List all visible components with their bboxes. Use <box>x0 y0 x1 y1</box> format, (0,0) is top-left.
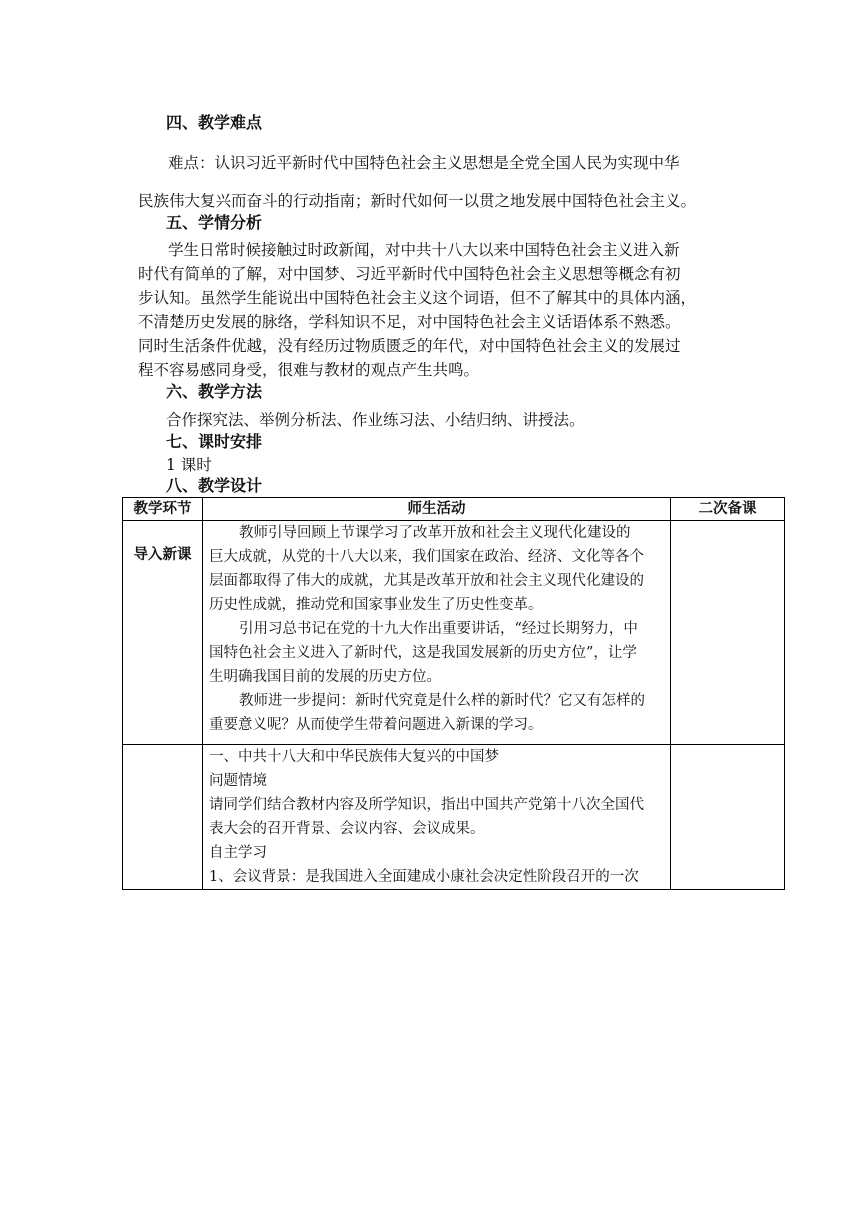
activity-cell <box>203 745 671 890</box>
header-notes: 二次备课 <box>671 498 785 521</box>
activity-line: 表大会的召开背景、会议内容、会议成果。 <box>209 821 485 837</box>
paragraph-line: 时代有简单的了解，对中国梦、习近平新时代中国特色社会主义思想等概念有初 <box>138 265 681 283</box>
schedule-text: 1 课时 <box>166 456 212 474</box>
activity-line: 教师引导回顾上节课学习了改革开放和社会主义现代化建设的 <box>239 525 631 541</box>
notes-cell <box>671 745 785 890</box>
activity-line: 巨大成就，从党的十八大以来，我们国家在政治、经济、文化等各个 <box>209 549 644 565</box>
stage-cell <box>123 745 203 890</box>
section-title-difficulty: 四、教学难点 <box>166 113 263 132</box>
teaching-design-table <box>122 497 785 890</box>
paragraph-line: 步认知。虽然学生能说出中国特色社会主义这个词语，但不了解其中的具体内涵， <box>138 289 697 307</box>
activity-line: 请同学们结合教材内容及所学知识，指出中国共产党第十八次全国代 <box>209 797 644 813</box>
activity-line: 引用习总书记在党的十九大作出重要讲话，“经过长期努力，中 <box>239 621 638 637</box>
paragraph-line: 难点：认识习近平新时代中国特色社会主义思想是全党全国人民为实现中华 <box>168 154 680 172</box>
activity-line: 问题情境 <box>209 773 267 789</box>
activity-cell <box>203 521 671 745</box>
paragraph-line: 民族伟大复兴而奋斗的行动指南；新时代如何一以贯之地发展中国特色社会主义。 <box>138 192 697 210</box>
activity-line: 历史性成就，推动党和国家事业发生了历史性变革。 <box>209 597 543 613</box>
table-row <box>123 745 785 890</box>
activity-line: 教师进一步提问：新时代究竟是什么样的新时代？它又有怎样的 <box>239 693 645 709</box>
stage-cell: 导入新课 <box>123 521 203 745</box>
activity-line: 一、中共十八大和中华民族伟大复兴的中国梦 <box>209 749 499 765</box>
section-title-method: 六、教学方法 <box>166 382 263 401</box>
table-header-row <box>123 498 785 521</box>
activity-line: 生明确我国目前的发展的历史方位。 <box>209 669 441 685</box>
paragraph-line: 学生日常时候接触过时政新闻，对中共十八大以来中国特色社会主义进入新 <box>168 241 680 259</box>
section-title-design: 八、教学设计 <box>166 476 263 495</box>
activity-line: 重要意义呢？从而使学生带着问题进入新课的学习。 <box>209 717 543 733</box>
header-stage: 教学环节 <box>123 498 203 521</box>
difficulty-paragraph <box>138 144 738 220</box>
header-activity: 师生活动 <box>203 498 671 521</box>
method-text: 合作探究法、举例分析法、作业练习法、小结归纳、讲授法。 <box>166 411 585 429</box>
activity-line: 国特色社会主义进入了新时代，这是我国发展新的历史方位”，让学 <box>209 645 637 661</box>
analysis-paragraph <box>138 238 738 382</box>
activity-line: 1、会议背景：是我国进入全面建成小康社会决定性阶段召开的一次 <box>209 869 639 885</box>
paragraph-line: 不清楚历史发展的脉络，学科知识不足，对中国特色社会主义话语体系不熟悉。 <box>138 313 681 331</box>
activity-line: 层面都取得了伟大的成就，尤其是改革开放和社会主义现代化建设的 <box>209 573 644 589</box>
table-row <box>123 521 785 745</box>
section-title-analysis: 五、学情分析 <box>166 213 263 232</box>
notes-cell <box>671 521 785 745</box>
section-title-schedule: 七、课时安排 <box>166 432 263 451</box>
activity-line: 自主学习 <box>209 845 267 861</box>
paragraph-line: 同时生活条件优越，没有经历过物质匮乏的年代，对中国特色社会主义的发展过 <box>138 337 681 355</box>
paragraph-line: 程不容易感同身受，很难与教材的观点产生共鸣。 <box>138 361 480 379</box>
